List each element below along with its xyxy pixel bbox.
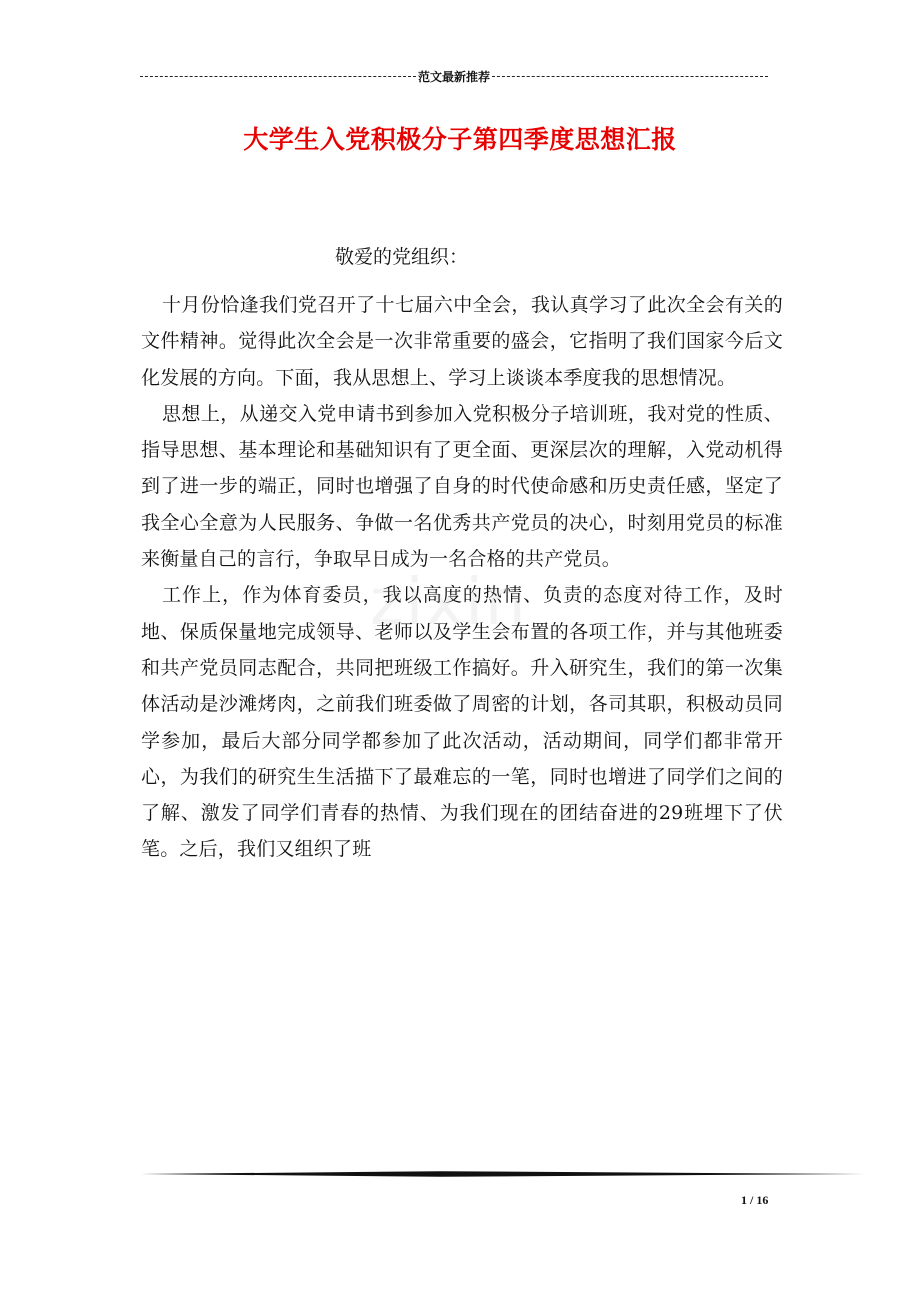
header-dash-right bbox=[492, 76, 768, 77]
document-title: 大学生入党积极分子第四季度思想汇报 bbox=[243, 125, 677, 154]
salutation: 敬爱的党组织： bbox=[335, 246, 469, 268]
document-body bbox=[141, 287, 783, 868]
paragraph-1: 十月份恰逢我们党召开了十七届六中全会，我认真学习了此次全会有关的文件精神。觉得此次全会是一次非常重要的盛会，它指明了我们国家今后文化发展的方向。下面，我从思想上、学习上谈谈本季度我的思想情况。 bbox=[141, 294, 783, 389]
page-number: 1 / 16 bbox=[741, 1193, 769, 1207]
page-header bbox=[140, 66, 768, 86]
paragraph-3: 工作上，作为体育委员，我以高度的热情、负责的态度对待工作，及时地、保质保量地完成领导、老师以及学生会布置的各项工作，并与其他班委和共产党员同志配合，共同把班级工作搞好。升入研究生，我们的第一次集体活动是沙滩烤肉，之前我们班委做了周密的计划，各司其职，积极动员同学参加，最后大部分同学都参加了此次活动，活动期间，同学们都非常开心，为我们的研究生生活描下了最难忘的一笔，同时也增进了同学们之间的了解、激发了同学们青春的热情、为我们现在的团结奋进的29班埋下了伏笔。之后，我们又组织了班 bbox=[141, 584, 783, 861]
paragraph-2: 思想上，从递交入党申请书到参加入党积极分子培训班，我对党的性质、指导思想、基本理论和基础知识有了更全面、更深层次的理解，入党动机得到了进一步的端正，同时也增强了自身的时代使命感和历史责任感，坚定了我全心全意为人民服务、争做一名优秀共产党员的决心，时刻用党员的标准来衡量自己的言行，争取早日成为一名合格的共产党员。 bbox=[141, 402, 783, 571]
watermark: zixin bbox=[370, 566, 528, 640]
header-label: 范文最新推荐 bbox=[418, 69, 491, 84]
header-dash-left bbox=[140, 76, 416, 77]
footer-rule bbox=[141, 1170, 865, 1178]
